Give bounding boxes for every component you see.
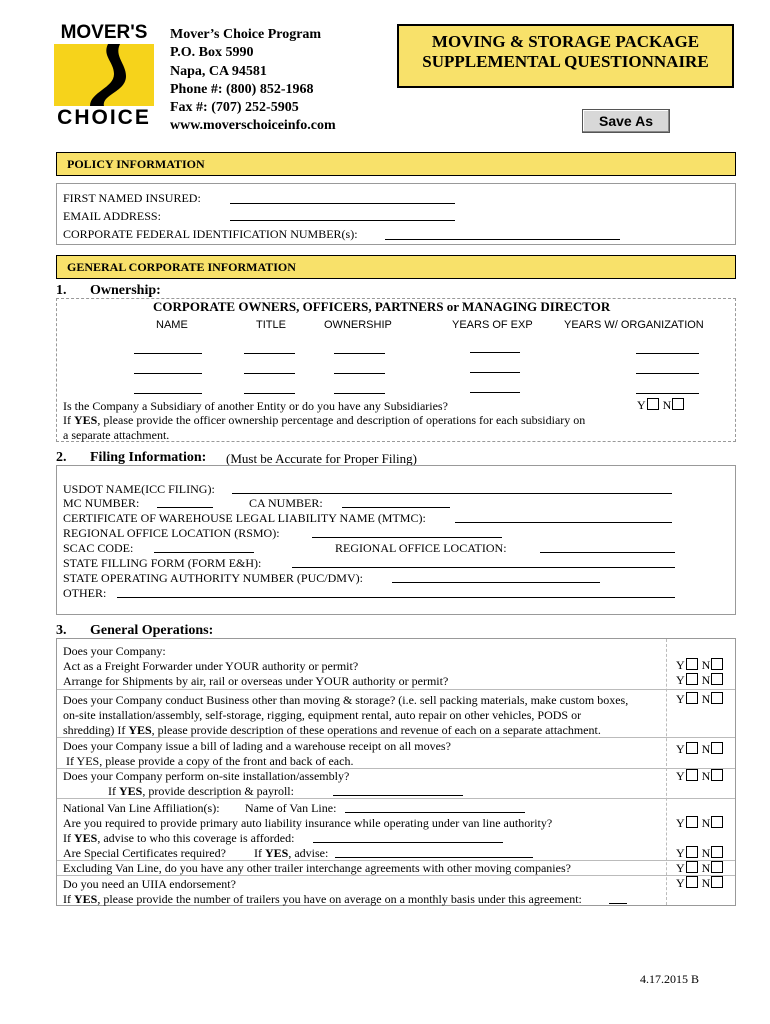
program-name: Mover’s Choice Program xyxy=(170,27,322,42)
owner-2-name[interactable] xyxy=(134,373,202,374)
email-label: EMAIL ADDRESS: xyxy=(63,209,161,223)
col-years-exp: YEARS OF EXP xyxy=(452,319,533,331)
ops-q9b: Name of Van Line: xyxy=(245,801,337,815)
col-years-org: YEARS W/ ORGANIZATION xyxy=(564,319,704,331)
filing-number: 2. xyxy=(56,450,67,465)
no-label: N xyxy=(701,742,711,756)
owner-1-years-org[interactable] xyxy=(636,353,699,354)
ops-q11: If YES, advise to who this coverage is afforded: xyxy=(63,831,295,845)
van-line-name-field[interactable] xyxy=(345,812,525,813)
primary-auto-no-checkbox[interactable] xyxy=(711,816,723,828)
mc-label: MC NUMBER: xyxy=(63,496,140,510)
owner-1-title[interactable] xyxy=(244,353,295,354)
no-label: N xyxy=(701,861,711,875)
other-field[interactable] xyxy=(117,597,675,598)
other-label: OTHER: xyxy=(63,586,107,600)
ops-q9a: National Van Line Affiliation(s): xyxy=(63,801,220,815)
policy-information-header: POLICY INFORMATION xyxy=(56,152,736,176)
uiia-no-checkbox[interactable] xyxy=(711,876,723,888)
coverage-afforded-field[interactable] xyxy=(313,842,503,843)
bill-of-lading-yn xyxy=(676,742,724,756)
usdot-label: USDOT NAME(ICC FILING): xyxy=(63,482,215,496)
ops-q4a: Does your Company conduct Business other than moving & storage? (i.e. sell packing materials, make custom boxes, xyxy=(63,693,629,707)
installation-yes-checkbox[interactable] xyxy=(686,769,698,781)
operations-divider xyxy=(666,639,667,905)
phone: Phone #: (800) 852-1968 xyxy=(170,81,314,97)
state-filing-field[interactable] xyxy=(292,567,675,568)
arrange-shipments-no-checkbox[interactable] xyxy=(711,673,723,685)
form-version: 4.17.2015 B xyxy=(640,972,700,986)
freight-forwarder-no-checkbox[interactable] xyxy=(711,658,723,670)
primary-auto-yn xyxy=(676,816,724,830)
owner-1-name[interactable] xyxy=(134,353,202,354)
subsidiary-yes-checkbox[interactable] xyxy=(647,398,659,410)
title-line-1: MOVING & STORAGE PACKAGE xyxy=(431,32,700,51)
special-certificates-yes-checkbox[interactable] xyxy=(686,846,698,858)
no-label: N xyxy=(701,673,711,687)
owner-3-years-org[interactable] xyxy=(636,393,699,394)
other-business-yn xyxy=(676,692,724,706)
trailer-interchange-yes-checkbox[interactable] xyxy=(686,861,698,873)
freight-forwarder-yes-checkbox[interactable] xyxy=(686,658,698,670)
subsidiary-question: Is the Company a Subsidiary of another Entity or do you have any Subsidiaries? xyxy=(63,399,448,413)
no-label: N xyxy=(662,398,672,412)
ops-q1: Does your Company: xyxy=(63,644,166,658)
regional-office-label: REGIONAL OFFICE LOCATION: xyxy=(335,541,507,555)
form-title xyxy=(397,24,734,88)
yes-label: Y xyxy=(676,742,685,756)
warehouse-label: CERTIFICATE OF WAREHOUSE LEGAL LIABILITY NAME (MTMC): xyxy=(63,511,426,525)
subsidiary-yes-instruction: If YES, please provide the officer ownership percentage and description of operations for each subsidiary on xyxy=(63,413,586,427)
divider xyxy=(57,798,735,799)
owner-2-years-exp[interactable] xyxy=(470,372,520,373)
general-corporate-header: GENERAL CORPORATE INFORMATION xyxy=(56,255,736,279)
save-as-button[interactable]: Save As xyxy=(582,109,670,133)
trailer-interchange-no-checkbox[interactable] xyxy=(711,861,723,873)
contact-block xyxy=(170,26,336,136)
mc-field[interactable] xyxy=(157,507,213,508)
ops-q6: If YES, please provide a copy of the front and back of each. xyxy=(66,754,354,768)
arrange-shipments-yn xyxy=(676,673,724,687)
warehouse-field[interactable] xyxy=(455,522,672,523)
ops-q15: If YES, please provide the number of trailers you have on average on a monthly basis under this agreement: xyxy=(63,892,582,906)
ops-q10: Are you required to provide primary auto liability insurance while operating under van line authority? xyxy=(63,816,553,830)
state-operating-field[interactable] xyxy=(392,582,600,583)
yes-label: Y xyxy=(676,816,685,830)
first-named-insured-field[interactable] xyxy=(230,203,455,204)
subsidiary-yes-instruction-cont: a separate attachment. xyxy=(63,428,170,442)
owner-3-title[interactable] xyxy=(244,393,295,394)
ops-q14: Do you need an UIIA endorsement? xyxy=(63,877,236,891)
operations-number: 3. xyxy=(56,623,67,638)
ownership-title: Ownership: xyxy=(90,283,161,298)
city-state-zip: Napa, CA 94581 xyxy=(170,63,267,79)
ownership-subtitle: CORPORATE OWNERS, OFFICERS, PARTNERS or MANAGING DIRECTOR xyxy=(153,299,611,314)
yes-label: Y xyxy=(676,673,685,687)
ops-q4b: on-site installation/assembly, self-storage, rigging, equipment rental, auto repair on other vehicles, PODS or xyxy=(63,708,582,722)
owner-1-years-exp[interactable] xyxy=(470,352,520,353)
state-operating-label: STATE OPERATING AUTHORITY NUMBER (PUC/DMV): xyxy=(63,571,363,585)
owner-3-name[interactable] xyxy=(134,393,202,394)
yes-label: Y xyxy=(676,876,685,890)
col-name: NAME xyxy=(156,319,188,331)
ops-q3: Arrange for Shipments by air, rail or overseas under YOUR authority or permit? xyxy=(63,674,449,688)
scac-label: SCAC CODE: xyxy=(63,541,134,555)
ca-label: CA NUMBER: xyxy=(249,496,323,510)
no-label: N xyxy=(701,876,711,890)
special-certificates-field[interactable] xyxy=(335,857,533,858)
logo-bottom-text: CHOICE xyxy=(57,106,151,129)
no-label: N xyxy=(701,816,711,830)
subsidiary-no-checkbox[interactable] xyxy=(672,398,684,410)
arrange-shipments-yes-checkbox[interactable] xyxy=(686,673,698,685)
bill-of-lading-yes-checkbox[interactable] xyxy=(686,742,698,754)
movers-choice-logo xyxy=(50,22,158,130)
ops-q2: Act as a Freight Forwarder under YOUR authority or permit? xyxy=(63,659,359,673)
yes-label: Y xyxy=(676,846,685,860)
regional-rsmo-label: REGIONAL OFFICE LOCATION (RSMO): xyxy=(63,526,280,540)
ops-q5: Does your Company issue a bill of lading and a warehouse receipt on all moves? xyxy=(63,739,451,753)
uiia-yes-checkbox[interactable] xyxy=(686,876,698,888)
scac-field[interactable] xyxy=(154,552,254,553)
yes-label: Y xyxy=(637,398,646,412)
bill-of-lading-no-checkbox[interactable] xyxy=(711,742,723,754)
trailer-interchange-yn xyxy=(676,861,724,875)
freight-forwarder-yn xyxy=(676,658,724,672)
yes-label: Y xyxy=(676,692,685,706)
divider xyxy=(57,737,735,738)
ops-q12: Are Special Certificates required? xyxy=(63,846,226,860)
ops-q4c: shredding) If YES, please provide description of these operations and revenue of each on a separate attachment. xyxy=(63,723,601,737)
trailers-count-field[interactable] xyxy=(609,903,627,904)
owner-3-years-exp[interactable] xyxy=(470,392,520,393)
logo-top-text: MOVER'S xyxy=(60,22,148,43)
divider xyxy=(57,875,735,876)
no-label: N xyxy=(701,658,711,672)
installation-yn xyxy=(676,769,724,783)
yes-label: Y xyxy=(676,658,685,672)
regional-rsmo-field[interactable] xyxy=(312,537,502,538)
installation-description-field[interactable] xyxy=(333,795,463,796)
po-box: P.O. Box 5990 xyxy=(170,45,254,61)
special-certificates-no-checkbox[interactable] xyxy=(711,846,723,858)
state-filing-label: STATE FILLING FORM (FORM E&H): xyxy=(63,556,262,570)
yes-label: Y xyxy=(676,769,685,783)
fein-label: CORPORATE FEDERAL IDENTIFICATION NUMBER(s): xyxy=(63,227,358,241)
website: www.moverschoiceinfo.com xyxy=(170,118,336,134)
fax: Fax #: (707) 252-5905 xyxy=(170,100,299,116)
col-title: TITLE xyxy=(256,319,286,331)
no-label: N xyxy=(701,769,711,783)
yes-label: Y xyxy=(676,861,685,875)
owner-2-ownership[interactable] xyxy=(334,373,385,374)
ops-q13: Excluding Van Line, do you have any other trailer interchange agreements with other moving companies? xyxy=(63,861,571,875)
no-label: N xyxy=(701,846,711,860)
title-line-2: SUPPLEMENTAL QUESTIONNAIRE xyxy=(422,52,709,71)
owner-2-years-org[interactable] xyxy=(636,373,699,374)
no-label: N xyxy=(701,692,711,706)
subsidiary-yn xyxy=(637,398,685,412)
usdot-field[interactable] xyxy=(232,493,672,494)
divider xyxy=(57,689,735,690)
special-certificates-yn xyxy=(676,846,724,860)
owner-1-ownership[interactable] xyxy=(334,353,385,354)
fein-field[interactable] xyxy=(385,239,620,240)
ops-q12b: If YES, advise: xyxy=(254,846,329,860)
installation-no-checkbox[interactable] xyxy=(711,769,723,781)
operations-title: General Operations: xyxy=(90,623,214,638)
email-field[interactable] xyxy=(230,220,455,221)
first-named-insured-label: FIRST NAMED INSURED: xyxy=(63,191,201,205)
ops-q8: If YES, provide description & payroll: xyxy=(108,784,294,798)
owner-3-ownership[interactable] xyxy=(334,393,385,394)
ops-q7: Does your Company perform on-site installation/assembly? xyxy=(63,769,350,783)
ownership-number: 1. xyxy=(56,283,67,298)
col-ownership: OWNERSHIP xyxy=(324,319,392,331)
other-business-yes-checkbox[interactable] xyxy=(686,692,698,704)
uiia-yn xyxy=(676,876,724,890)
owner-2-title[interactable] xyxy=(244,373,295,374)
filing-title: Filing Information: xyxy=(90,450,207,465)
filing-note: (Must be Accurate for Proper Filing) xyxy=(226,451,417,466)
other-business-no-checkbox[interactable] xyxy=(711,692,723,704)
primary-auto-yes-checkbox[interactable] xyxy=(686,816,698,828)
ca-field[interactable] xyxy=(342,507,450,508)
regional-office-field[interactable] xyxy=(540,552,675,553)
